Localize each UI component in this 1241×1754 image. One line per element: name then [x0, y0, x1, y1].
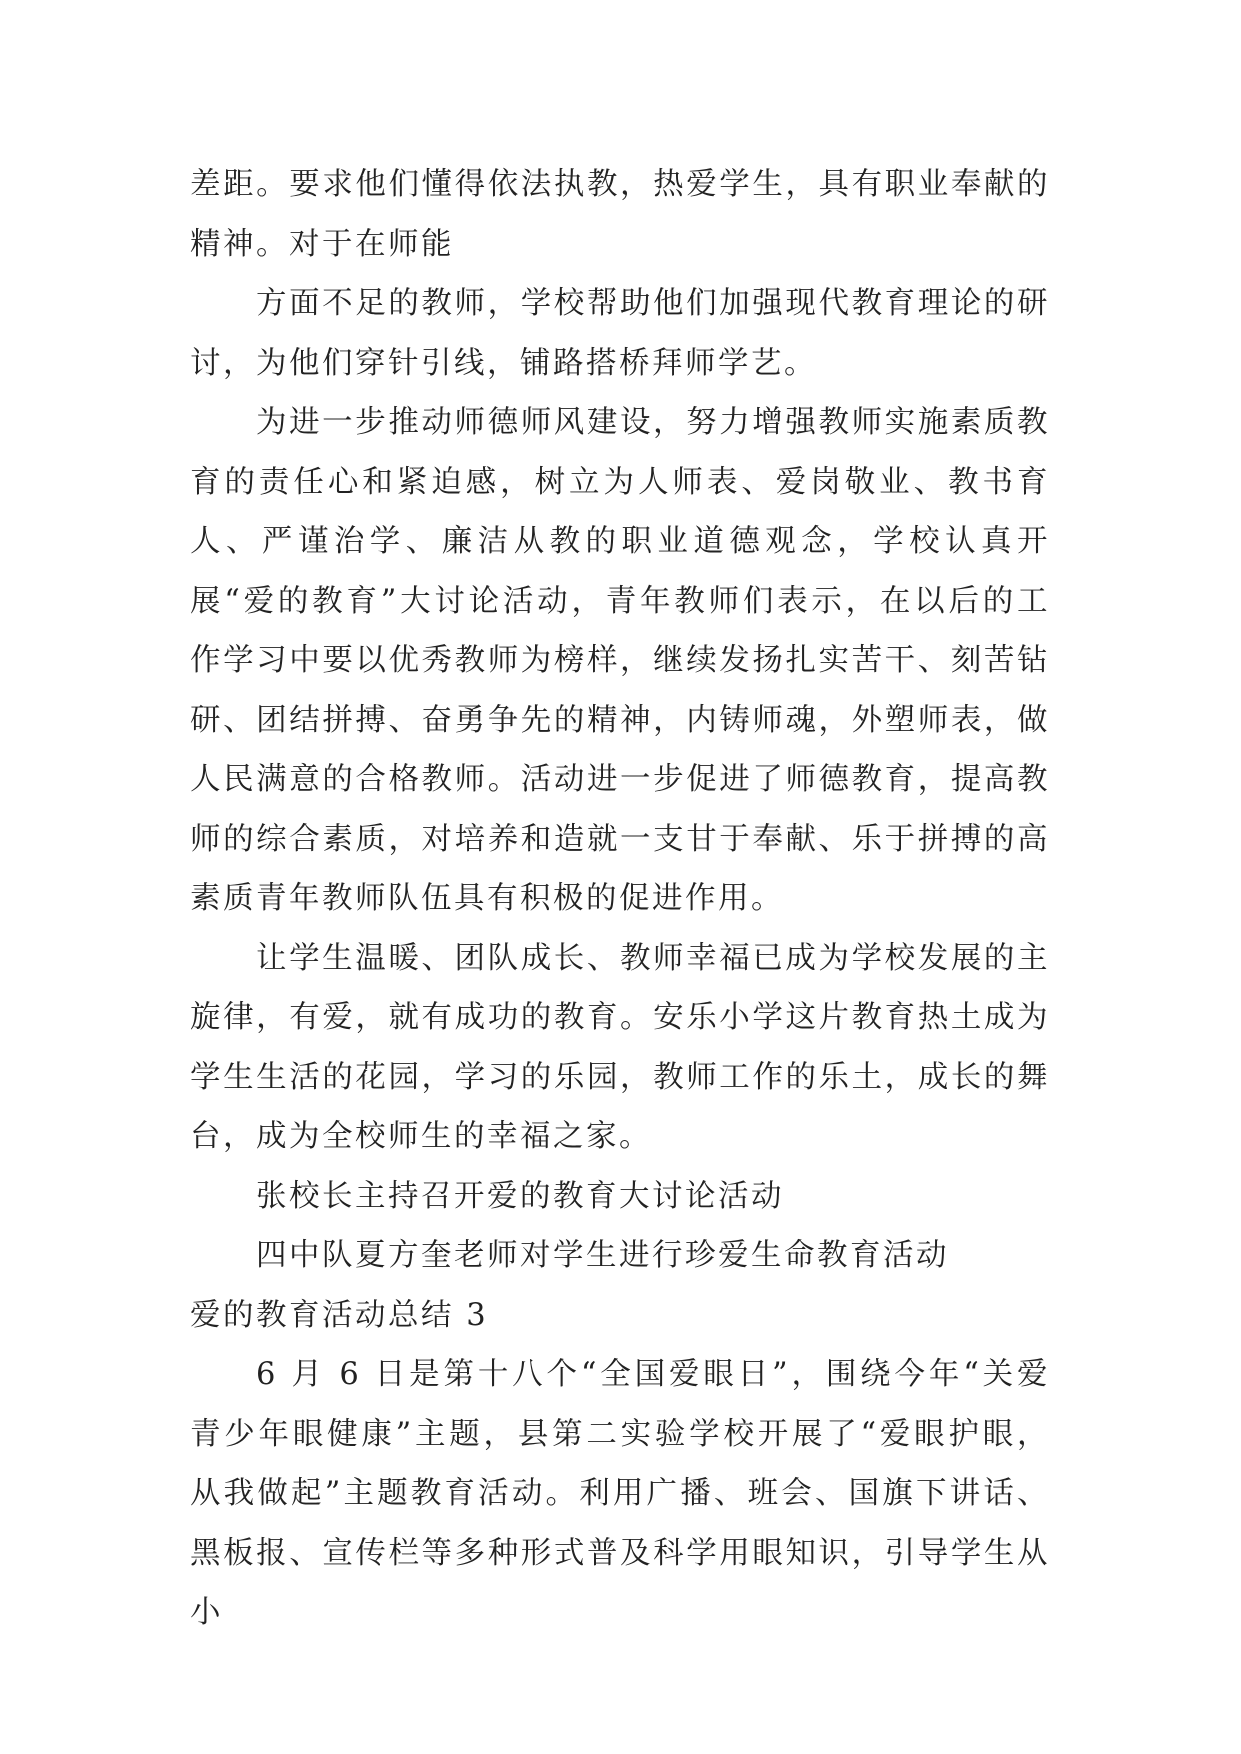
- section-heading: 爱的教育活动总结 3: [190, 1297, 489, 1333]
- body-paragraph: 6 月 6 日是第十八个“全国爱眼日”，围绕今年“关爱青少年眼健康”主题，县第二实验学校开展了“爱眼护眼，从我做起”主题教育活动。利用广播、班会、国旗下讲话、黑板报、宣传栏等多种形式普及科学用眼知识，引导学生从小: [190, 1357, 1050, 1630]
- document-page: [190, 155, 1050, 1643]
- body-paragraph: 让学生温暖、团队成长、教师幸福已成为学校发展的主旋律，有爱，就有成功的教育。安乐小学这片教育热土成为学生生活的花园，学习的乐园，教师工作的乐土，成长的舞台，成为全校师生的幸福之家。: [190, 940, 1050, 1154]
- body-paragraph: 方面不足的教师，学校帮助他们加强现代教育理论的研讨，为他们穿针引线，铺路搭桥拜师学艺。: [190, 286, 1050, 381]
- body-paragraph: 差距。要求他们懂得依法执教，热爱学生，具有职业奉献的精神。对于在师能: [190, 167, 1050, 262]
- photo-caption: 张校长主持召开爱的教育大讨论活动: [256, 1178, 784, 1214]
- body-paragraph: 为进一步推动师德师风建设，努力增强教师实施素质教育的责任心和紧迫感，树立为人师表、爱岗敬业、教书育人、严谨治学、廉洁从教的职业道德观念，学校认真开展“爱的教育”大讨论活动，青年教师们表示，在以后的工作学习中要以优秀教师为榜样，继续发扬扎实苦干、刻苦钻研、团结拼搏、奋勇争先的精神，内铸师魂，外塑师表，做人民满意的合格教师。活动进一步促进了师德教育，提高教师的综合素质，对培养和造就一支甘于奉献、乐于拼搏的高素质青年教师队伍具有积极的促进作用。: [190, 405, 1050, 916]
- photo-caption: 四中队夏方奎老师对学生进行珍爱生命教育活动: [256, 1238, 949, 1273]
